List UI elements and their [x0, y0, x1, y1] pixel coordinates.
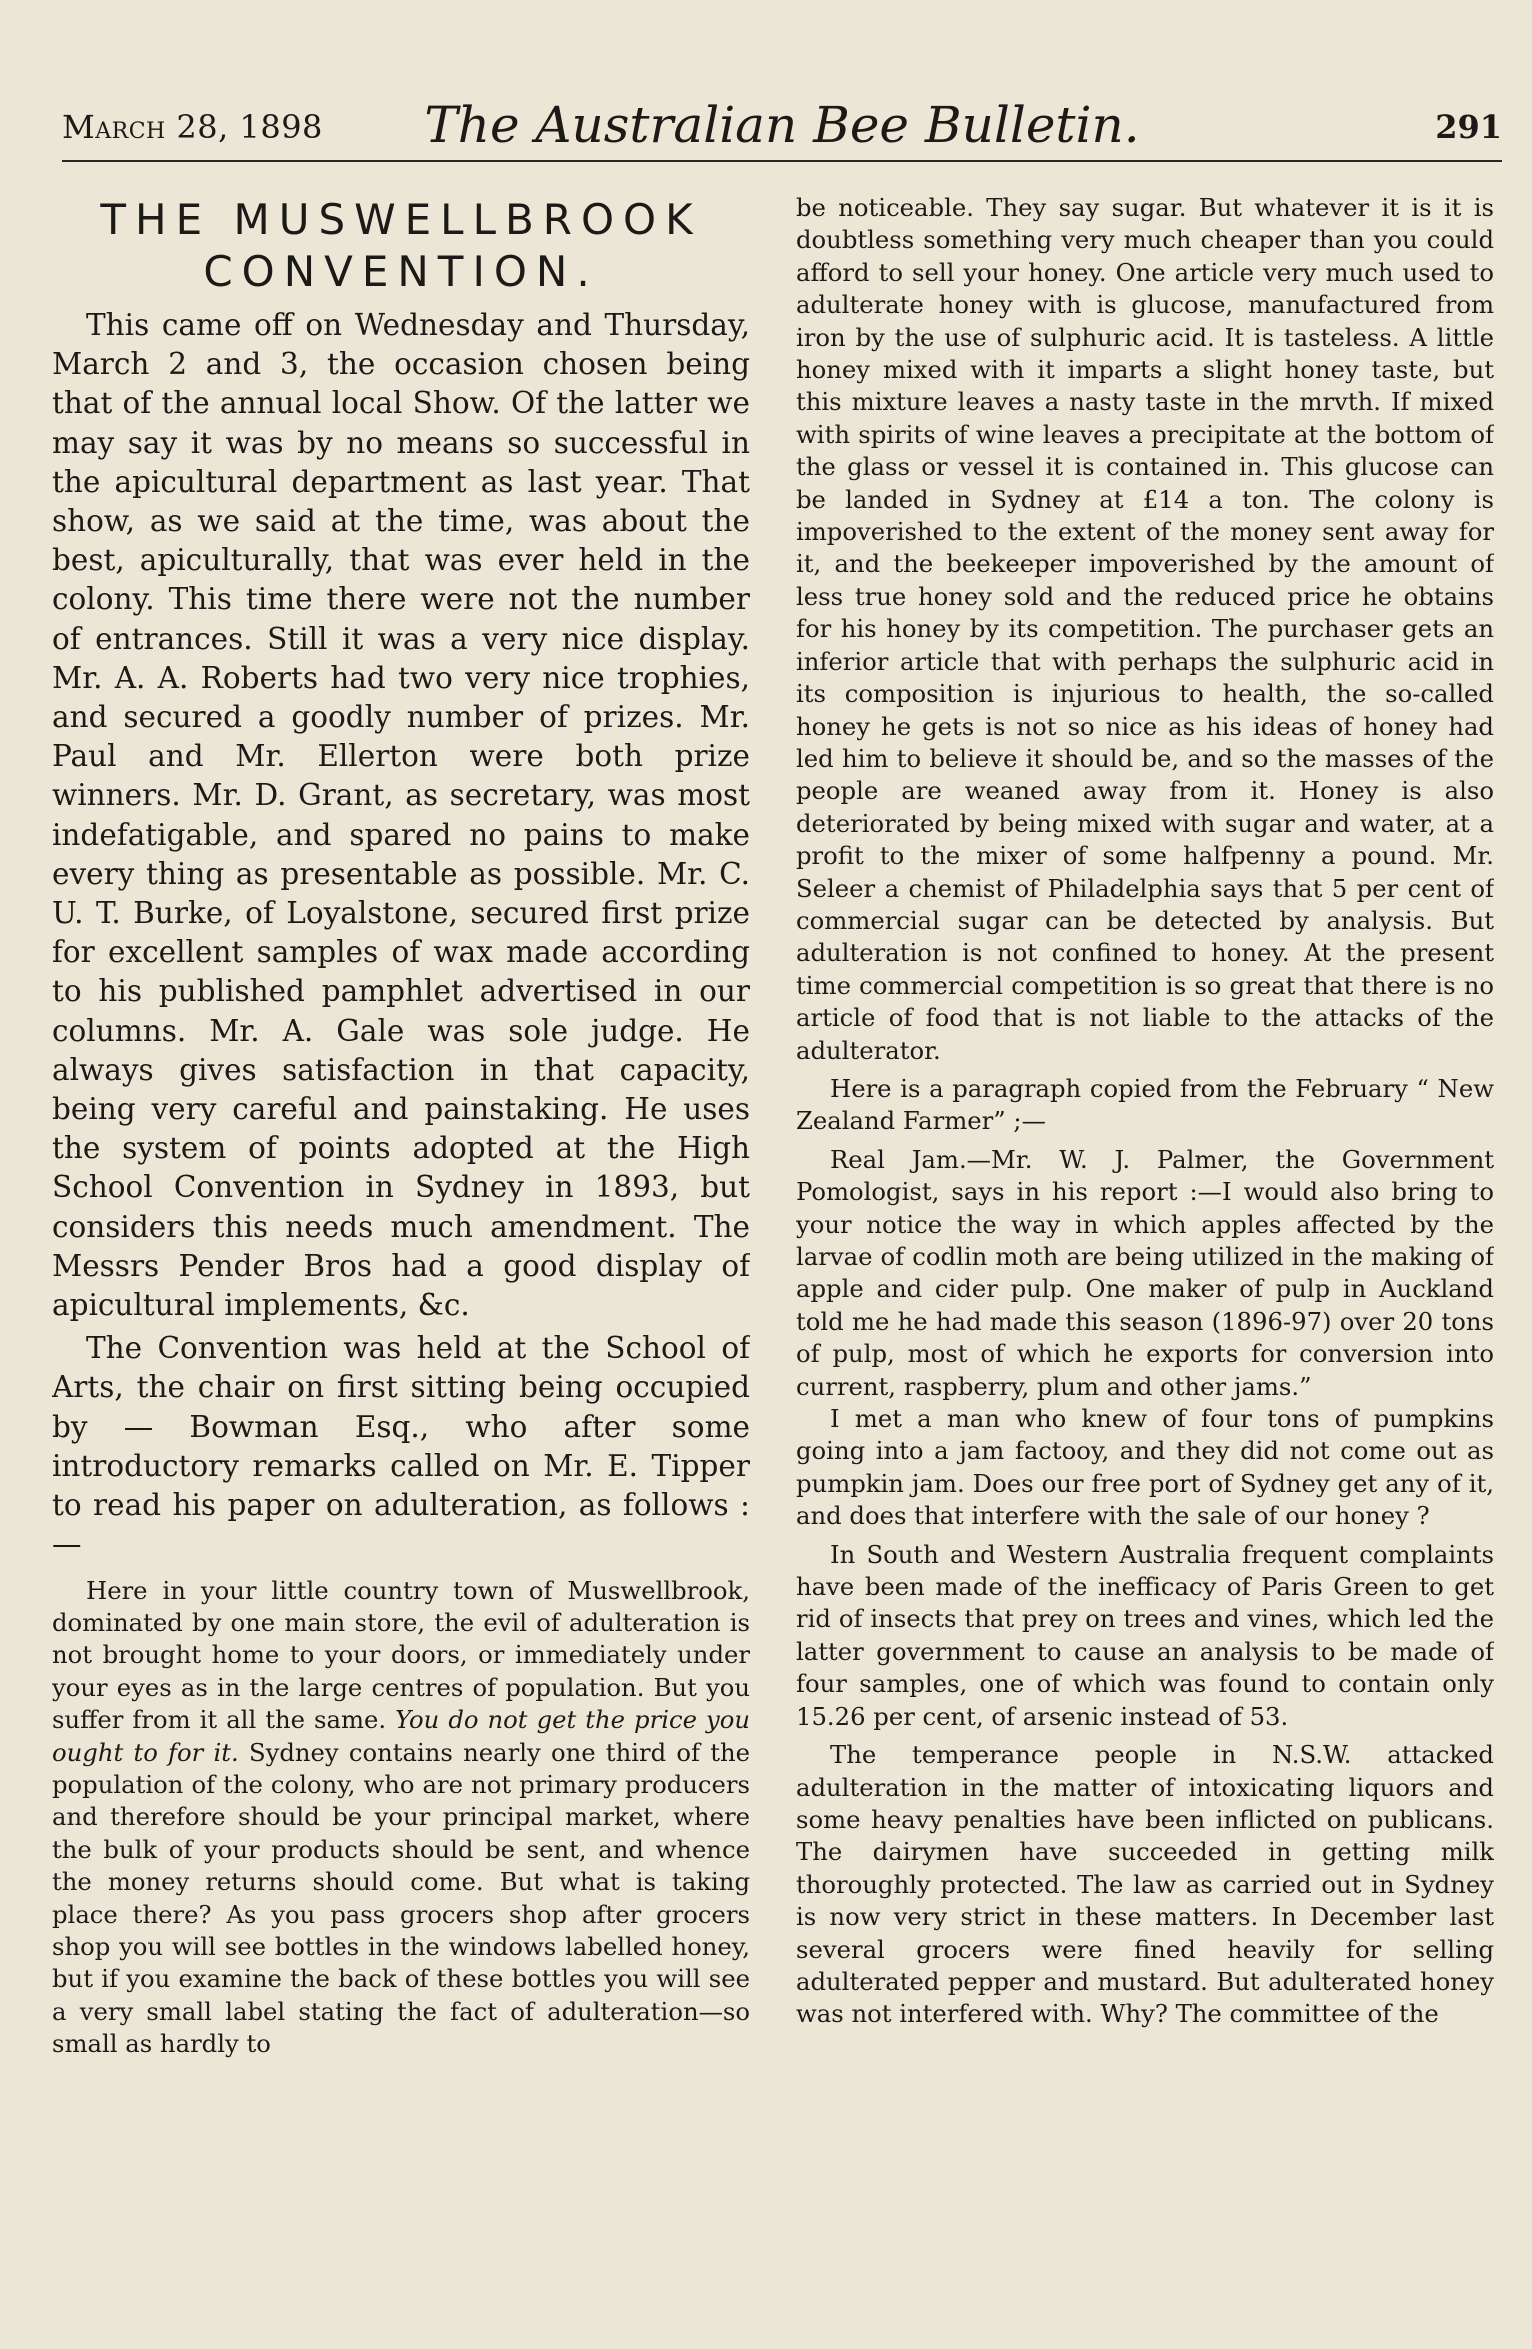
paper-paragraph-nz-farmer-intro: Here is a paragraph copied from the February “ New Zealand Farmer” ;—	[796, 1073, 1494, 1136]
page-header	[62, 96, 1502, 162]
paper-text-part-1: Here in your little country town of Muswellbrook, dominated by one main store, the evil of adulteration is not brought home to your doors, or immediately under your eyes as in the large centres of population. But you suffer from it all the same.	[52, 1575, 750, 1735]
paper-paragraph-paris-green: In South and Western Australia frequent complaints have been made of the inefficacy of Paris Green to get rid of insects that prey on trees and vines, which led the latter government to cause an analysis to be made of four samples, one of which was found to contain only 15.26 per cent, of arsenic instead of 53.	[796, 1539, 1494, 1731]
publication-title: The Australian Bee Bulletin.	[424, 96, 1140, 154]
paper-text-part-2: Sydney contains nearly one third of the population of the colony, who are not primary producers and therefore should be your principal market, where the bulk of your products should be sent, and whence the money returns should come. But what is taking place there? As you pass grocers shop after grocers shop you will see bottles in the windows labelled honey, but if you examine the back of these bottles you will see a very small label stating the fact of adulteration—so small as hardly to	[52, 1737, 750, 2059]
convention-paragraph: The Convention was held at the School of Arts, the chair on first sitting being occupied by — Bowman Esq., who after some introductory remarks called on Mr. E. Tipper to read his paper on adulteration, as follows :—	[52, 1331, 750, 1562]
article-title	[52, 194, 750, 298]
paper-continuation-paragraph: be noticeable. They say sugar. But whatever it is it is doubtless something very much cheaper than you could afford to sell your honey. One article very much used to adulterate honey with is glucose, manufactured from iron by the use of sulphuric acid. It is tasteless. A little honey mixed with it imparts a slight honey taste, but this mixture leaves a nasty taste in the mrvth. If mixed with spirits of wine leaves a precipitate at the bottom of the glass or vessel it is contained in. This glucose can be landed in Sydney at £14 a ton. The colony is impoverished to the extent of the money sent away for it, and the beekeeper impoverished by the amount of less true honey sold and the reduced price he obtains for his honey by its competition. The purchaser gets an inferior article that with perhaps the sulphuric acid in its composition is injurious to health, the so-called honey he gets is not so nice as his ideas of honey had led him to believe it should be, and so the masses of the people are weaned away from it. Honey is also deteriorated by being mixed with sugar and water, at a profit to the mixer of some halfpenny a pound. Mr. Seleer a chemist of Philadelphia says that 5 per cent of commercial sugar can be detected by analysis. But adulteration is not confined to honey. At the present time commercial competition is so great that there is no article of food that is not liable to the attacks of the adulterator.	[796, 193, 1494, 1065]
intro-paragraph: This came off on Wednesday and Thursday, March 2 and 3, the occasion chosen being that of the annual local Show. Of the latter we may say it was by no means so successful in the apicultural department as last year. That show, as we said at the time, was about the best, apiculturally, that was ever held in the colony. This time there were not the number of entrances. Still it was a very nice display. Mr. A. A. Roberts had two very nice trophies, and secured a goodly number of prizes. Mr. Paul and Mr. Ellerton were both prize winners. Mr. D. Grant, as secretary, was most indefatigable, and spared no pains to make every thing as presentable as possible. Mr. C. U. T. Burke, of Loyalstone, secured first prize for excellent samples of wax made according to his published pamphlet advertised in our columns. Mr. A. Gale was sole judge. He always gives satisfaction in that capacity, being very careful and painstaking. He uses the system of points adopted at the High School Convention in Sydney in 1893, but considers this needs much amendment. The Messrs Pender Bros had a good display of apicultural implements, &c.	[52, 308, 750, 1323]
article-title-line-1: THE MUSWELLBROOK	[100, 195, 702, 244]
paper-paragraph-real-jam: Real Jam.—Mr. W. J. Palmer, the Government Pomologist, says in his report :—I would also bring to your notice the way in which apples affected by the larvae of codlin moth are being utilized in the making of apple and cider pulp. One maker of pulp in Auckland told me he had made this season (1896-97) over 20 tons of pulp, most of which he exports for conversion into current, raspberry, plum and other jams.”	[796, 1144, 1494, 1401]
paper-italic-phrase: You do not get the price you ought to for it.	[52, 1705, 750, 1767]
article-title-line-2: CONVENTION.	[203, 247, 599, 296]
paper-paragraph-temperance: The temperance people in N.S.W. attacked adulteration in the matter of intoxicating liquors and some heavy penalties have been inflicted on publicans. The dairymen have succeeded in getting milk thoroughly protected. The law as carried out in Sydney is now very strict in these matters. In December last several grocers were fined heavily for selling adulterated pepper and mustard. But adulterated honey was not interfered with. Why? The committee of the	[796, 1740, 1494, 2029]
right-column	[796, 192, 1494, 2322]
left-column	[52, 192, 750, 2322]
page-number: 291	[1435, 108, 1502, 146]
paper-paragraph-pumpkins: I met a man who knew of four tons of pumpkins going into a jam factooy, and they did not come out as pumpkin jam. Does our free port of Sydney get any of it, and does that interfere with the sale of our honey ?	[796, 1404, 1494, 1531]
issue-date: March 28, 1898	[62, 108, 323, 146]
paper-paragraph-1	[52, 1575, 750, 2061]
